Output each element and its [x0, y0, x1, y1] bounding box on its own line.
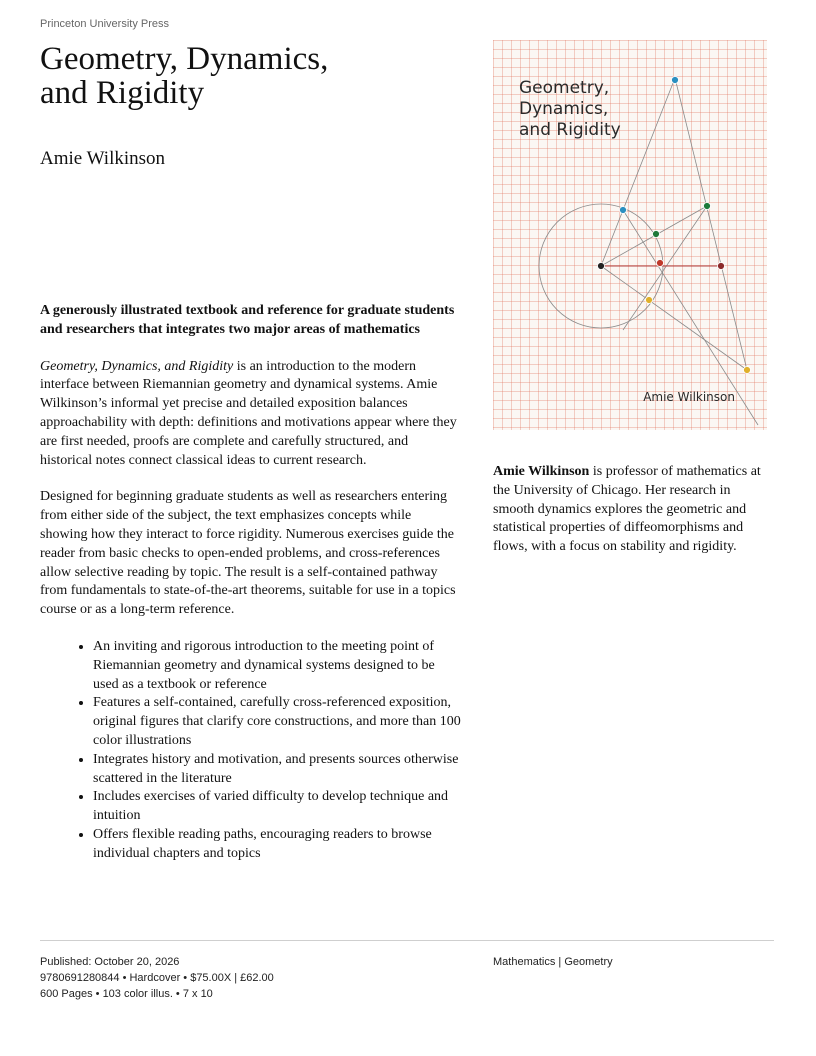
publisher-name: Princeton University Press [40, 18, 169, 30]
cover-title-line: Geometry, [519, 78, 610, 98]
description-paragraph-1 [40, 358, 462, 471]
feature-list [40, 638, 462, 864]
author-bio [493, 463, 771, 557]
cover-title-line: and Rigidity [519, 120, 621, 140]
cover-pin-icon [744, 367, 751, 374]
description-book-title: Geometry, Dynamics, and Rigidity [40, 358, 234, 374]
book-title-line-2: and Rigidity [40, 75, 205, 111]
cover-pin-icon [657, 260, 664, 267]
bio-author-name: Amie Wilkinson [493, 464, 590, 479]
isbn-price: 9780691280844 • Hardcover • $75.00X | £62.00 [40, 972, 274, 984]
book-title [40, 42, 470, 110]
feature-item: • Features a self-contained, carefully cross-referenced exposition, original figures that clarify core constructions, and more than 100 color illustrations [93, 694, 462, 750]
cover-title [519, 78, 719, 141]
book-title-line-1: Geometry, Dynamics, [40, 41, 329, 77]
publication-details [40, 954, 274, 1002]
feature-item: • Integrates history and motivation, and presents sources otherwise scattered in the literature [93, 751, 462, 789]
book-cover [493, 40, 767, 430]
cover-pin-icon [718, 263, 725, 270]
cover-pin-icon [646, 297, 653, 304]
subject-categories: Mathematics | Geometry [493, 956, 613, 968]
description-section [40, 302, 462, 864]
cover-title-line: Dynamics, [519, 99, 609, 119]
cover-pin-icon [598, 263, 605, 270]
feature-item: • An inviting and rigorous introduction to the meeting point of Riemannian geometry and dynamical systems designed to be used as a textbook or reference [93, 638, 462, 694]
cover-author: Amie Wilkinson [643, 390, 735, 404]
description-paragraph-2: Designed for beginning graduate students as well as researchers entering from either side of the subject, the text emphasizes concepts while showing how they interact to force rigidity. Numerous exercises guide the reader from basic checks to open-ended problems, and cross-references allow selective reading by topic. The result is a self-contained pathway from fundamentals to state-of-the-art theorems, suitable for use in a topics course or as a long-term reference. [40, 489, 456, 618]
cover-pin-icon [704, 203, 711, 210]
feature-item: • Offers flexible reading paths, encouraging readers to browse individual chapters and topics [93, 826, 462, 864]
bio-text: is professor of mathematics at the University of Chicago. Her research in smooth dynamics explores the geometric and statistical properties of diffeomorphisms and flows, with a focus on stability and rigidity. [493, 464, 761, 555]
footer-divider [40, 940, 774, 941]
page-count: 600 Pages • 103 color illus. • 7 x 10 [40, 988, 213, 1000]
book-author: Amie Wilkinson [40, 148, 166, 169]
feature-item: • Includes exercises of varied difficulty to develop technique and intuition [93, 788, 462, 826]
cover-pin-icon [653, 231, 660, 238]
publication-date: Published: October 20, 2026 [40, 956, 180, 968]
cover-pin-icon [620, 207, 627, 214]
tagline: A generously illustrated textbook and reference for graduate students and researchers that integrates two major areas of mathematics [40, 303, 455, 337]
description-paragraph-1-text: is an introduction to the modern interface between Riemannian geometry and dynamical systems. Amie Wilkinson’s informal yet precise and detailed exposition balances approachability with depth: definitions and motivations appear where they are first needed, proofs are complete and carefully structured, and historical notes connect classical ideas to current research. [40, 358, 457, 468]
